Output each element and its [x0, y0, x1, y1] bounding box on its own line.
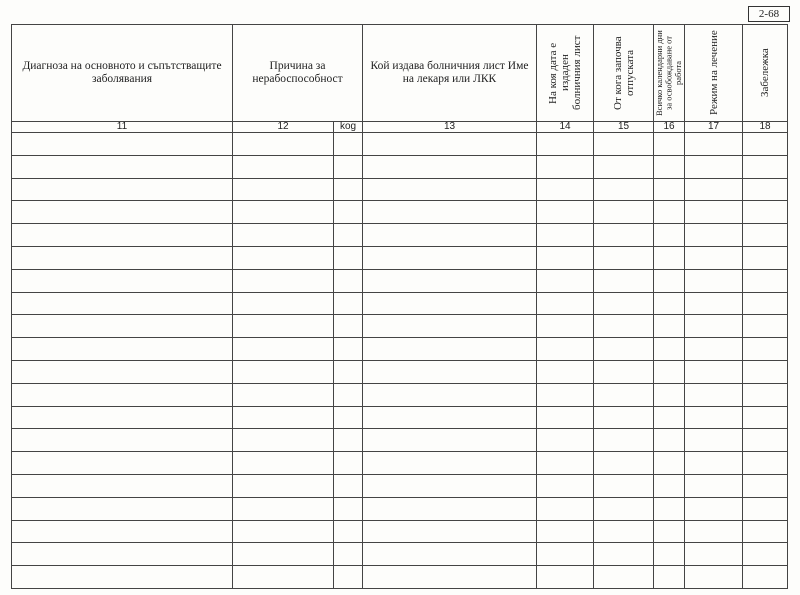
- code-cell[interactable]: [334, 566, 363, 589]
- notes-cell[interactable]: [743, 133, 788, 156]
- register-body: [12, 133, 788, 589]
- treatment-regime-cell[interactable]: [685, 566, 743, 589]
- issuer-cell[interactable]: [363, 406, 537, 429]
- code-cell[interactable]: [334, 429, 363, 452]
- calendar-days-header: Всичко календарни дни за освобождаване от работа: [653, 30, 683, 116]
- treatment-regime-cell[interactable]: [685, 224, 743, 247]
- form-code-label: 2-68: [748, 6, 790, 22]
- table-row: [12, 452, 788, 475]
- code-cell[interactable]: [334, 452, 363, 475]
- notes-cell[interactable]: [743, 292, 788, 315]
- code-cell[interactable]: [334, 315, 363, 338]
- calendar-days-cell[interactable]: [654, 520, 685, 543]
- calendar-days-cell[interactable]: [654, 474, 685, 497]
- issuer-cell[interactable]: [363, 224, 537, 247]
- reason-cell[interactable]: [233, 452, 334, 475]
- issue-date-cell[interactable]: [537, 315, 594, 338]
- diagnosis-cell[interactable]: [12, 338, 233, 361]
- calendar-days-cell[interactable]: [654, 178, 685, 201]
- diagnosis-cell[interactable]: [12, 292, 233, 315]
- table-row: [12, 474, 788, 497]
- reason-cell[interactable]: [233, 155, 334, 178]
- column-number: 17: [685, 122, 743, 133]
- issue-date-cell[interactable]: [537, 338, 594, 361]
- diagnosis-cell[interactable]: [12, 520, 233, 543]
- treatment-regime-cell[interactable]: [685, 520, 743, 543]
- reason-cell[interactable]: [233, 406, 334, 429]
- leave-start-cell[interactable]: [594, 566, 654, 589]
- reason-cell[interactable]: [233, 383, 334, 406]
- calendar-days-cell[interactable]: [654, 543, 685, 566]
- code-cell[interactable]: [334, 338, 363, 361]
- diagnosis-cell[interactable]: [12, 246, 233, 269]
- issuer-cell[interactable]: [363, 201, 537, 224]
- code-cell[interactable]: [334, 406, 363, 429]
- notes-cell[interactable]: [743, 566, 788, 589]
- notes-cell[interactable]: [743, 497, 788, 520]
- code-cell[interactable]: [334, 201, 363, 224]
- leave-start-cell[interactable]: [594, 429, 654, 452]
- diagnosis-cell[interactable]: [12, 543, 233, 566]
- treatment-regime-cell[interactable]: [685, 292, 743, 315]
- notes-cell[interactable]: [743, 338, 788, 361]
- notes-cell[interactable]: [743, 224, 788, 247]
- treatment-regime-cell[interactable]: [685, 133, 743, 156]
- issue-date-cell[interactable]: [537, 452, 594, 475]
- reason-cell[interactable]: [233, 543, 334, 566]
- treatment-regime-cell[interactable]: [685, 360, 743, 383]
- issue-date-header: На коя дата е издаден болничния лист: [547, 35, 583, 111]
- leave-start-cell[interactable]: [594, 178, 654, 201]
- table-row: [12, 338, 788, 361]
- issuer-cell[interactable]: [363, 133, 537, 156]
- diagnosis-cell[interactable]: [12, 383, 233, 406]
- issuer-cell[interactable]: [363, 315, 537, 338]
- issue-date-cell[interactable]: [537, 429, 594, 452]
- treatment-regime-cell[interactable]: [685, 178, 743, 201]
- calendar-days-cell[interactable]: [654, 406, 685, 429]
- code-cell[interactable]: [334, 292, 363, 315]
- diagnosis-cell[interactable]: [12, 178, 233, 201]
- diagnosis-cell[interactable]: [12, 429, 233, 452]
- reason-cell[interactable]: [233, 201, 334, 224]
- table-row: [12, 406, 788, 429]
- reason-cell[interactable]: [233, 360, 334, 383]
- issue-date-header-cell: [537, 25, 594, 122]
- calendar-days-cell[interactable]: [654, 269, 685, 292]
- leave-start-cell[interactable]: [594, 292, 654, 315]
- issue-date-cell[interactable]: [537, 566, 594, 589]
- leave-start-cell[interactable]: [594, 155, 654, 178]
- leave-start-cell[interactable]: [594, 315, 654, 338]
- issue-date-cell[interactable]: [537, 246, 594, 269]
- treatment-regime-cell[interactable]: [685, 315, 743, 338]
- notes-cell[interactable]: [743, 246, 788, 269]
- reason-cell[interactable]: [233, 269, 334, 292]
- table-row: [12, 178, 788, 201]
- leave-start-cell[interactable]: [594, 133, 654, 156]
- notes-cell[interactable]: [743, 201, 788, 224]
- code-cell[interactable]: [334, 497, 363, 520]
- notes-cell[interactable]: [743, 269, 788, 292]
- table-row: [12, 201, 788, 224]
- treatment-regime-cell[interactable]: [685, 269, 743, 292]
- treatment-regime-cell[interactable]: [685, 383, 743, 406]
- table-row: [12, 292, 788, 315]
- issuer-cell[interactable]: [363, 543, 537, 566]
- issue-date-cell[interactable]: [537, 292, 594, 315]
- notes-cell[interactable]: [743, 452, 788, 475]
- issuer-cell[interactable]: [363, 566, 537, 589]
- issuer-cell[interactable]: [363, 155, 537, 178]
- diagnosis-cell[interactable]: [12, 224, 233, 247]
- issuer-cell[interactable]: [363, 429, 537, 452]
- issue-date-cell[interactable]: [537, 520, 594, 543]
- table-row: [12, 566, 788, 589]
- diagnosis-cell[interactable]: [12, 315, 233, 338]
- issue-date-cell[interactable]: [537, 360, 594, 383]
- calendar-days-cell[interactable]: [654, 133, 685, 156]
- column-number: 12: [233, 122, 334, 133]
- calendar-days-cell[interactable]: [654, 201, 685, 224]
- code-cell[interactable]: [334, 246, 363, 269]
- issue-date-cell[interactable]: [537, 497, 594, 520]
- code-cell[interactable]: [334, 133, 363, 156]
- issue-date-cell[interactable]: [537, 543, 594, 566]
- table-row: [12, 246, 788, 269]
- diagnosis-cell[interactable]: [12, 566, 233, 589]
- calendar-days-cell[interactable]: [654, 497, 685, 520]
- table-row: [12, 133, 788, 156]
- leave-start-cell[interactable]: [594, 224, 654, 247]
- header-row: [12, 25, 788, 122]
- leave-start-cell[interactable]: [594, 360, 654, 383]
- treatment-regime-cell[interactable]: [685, 474, 743, 497]
- reason-cell[interactable]: [233, 474, 334, 497]
- leave-start-cell[interactable]: [594, 452, 654, 475]
- column-number: 14: [537, 122, 594, 133]
- column-number: 13: [363, 122, 537, 133]
- reason-cell[interactable]: [233, 497, 334, 520]
- diagnosis-cell[interactable]: [12, 360, 233, 383]
- table-row: [12, 520, 788, 543]
- leave-start-cell[interactable]: [594, 543, 654, 566]
- reason-cell[interactable]: [233, 292, 334, 315]
- table-row: [12, 497, 788, 520]
- issuer-cell[interactable]: [363, 338, 537, 361]
- notes-cell[interactable]: [743, 360, 788, 383]
- diagnosis-cell[interactable]: [12, 452, 233, 475]
- calendar-days-cell[interactable]: [654, 338, 685, 361]
- code-cell[interactable]: [334, 543, 363, 566]
- issue-date-cell[interactable]: [537, 269, 594, 292]
- diagnosis-cell[interactable]: [12, 201, 233, 224]
- notes-cell[interactable]: [743, 429, 788, 452]
- diagnosis-cell[interactable]: [12, 474, 233, 497]
- treatment-regime-header: Режим на лечение: [707, 30, 720, 116]
- notes-header: Забележка: [759, 48, 771, 98]
- calendar-days-cell[interactable]: [654, 360, 685, 383]
- issuer-header: Кой издава болничния лист Име на лекаря или ЛКК: [363, 25, 537, 122]
- issue-date-cell[interactable]: [537, 155, 594, 178]
- notes-cell[interactable]: [743, 383, 788, 406]
- leave-start-header-cell: [594, 25, 654, 122]
- reason-cell[interactable]: [233, 178, 334, 201]
- column-number: 16: [654, 122, 685, 133]
- reason-cell[interactable]: [233, 520, 334, 543]
- treatment-regime-cell[interactable]: [685, 452, 743, 475]
- register-table: [11, 24, 788, 589]
- diagnosis-cell[interactable]: [12, 406, 233, 429]
- diagnosis-cell[interactable]: [12, 155, 233, 178]
- notes-cell[interactable]: [743, 406, 788, 429]
- leave-start-cell[interactable]: [594, 269, 654, 292]
- reason-cell[interactable]: [233, 246, 334, 269]
- column-number: 15: [594, 122, 654, 133]
- issuer-cell[interactable]: [363, 497, 537, 520]
- calendar-days-cell[interactable]: [654, 246, 685, 269]
- reason-cell[interactable]: [233, 133, 334, 156]
- leave-start-header: От кога започва отпуската: [611, 36, 636, 110]
- treatment-regime-cell[interactable]: [685, 201, 743, 224]
- notes-header-cell: [743, 25, 788, 122]
- notes-cell[interactable]: [743, 474, 788, 497]
- treatment-regime-cell[interactable]: [685, 155, 743, 178]
- leave-start-cell[interactable]: [594, 520, 654, 543]
- calendar-days-header-cell: [654, 25, 685, 122]
- reason-cell[interactable]: [233, 429, 334, 452]
- diagnosis-cell[interactable]: [12, 497, 233, 520]
- diagnosis-cell[interactable]: [12, 269, 233, 292]
- calendar-days-cell[interactable]: [654, 383, 685, 406]
- issue-date-cell[interactable]: [537, 178, 594, 201]
- reason-header: Причина за нерабоспособност: [233, 25, 363, 122]
- leave-start-cell[interactable]: [594, 497, 654, 520]
- calendar-days-cell[interactable]: [654, 155, 685, 178]
- treatment-regime-cell[interactable]: [685, 338, 743, 361]
- diagnosis-cell[interactable]: [12, 133, 233, 156]
- issue-date-cell[interactable]: [537, 383, 594, 406]
- treatment-regime-cell[interactable]: [685, 246, 743, 269]
- issuer-cell[interactable]: [363, 520, 537, 543]
- reason-cell[interactable]: [233, 566, 334, 589]
- issuer-cell[interactable]: [363, 383, 537, 406]
- table-row: [12, 543, 788, 566]
- leave-start-cell[interactable]: [594, 201, 654, 224]
- column-number: 11: [12, 122, 233, 133]
- calendar-days-cell[interactable]: [654, 566, 685, 589]
- issue-date-cell[interactable]: [537, 474, 594, 497]
- issuer-cell[interactable]: [363, 360, 537, 383]
- column-number: 18: [743, 122, 788, 133]
- treatment-regime-cell[interactable]: [685, 406, 743, 429]
- issuer-cell[interactable]: [363, 178, 537, 201]
- notes-cell[interactable]: [743, 155, 788, 178]
- leave-start-cell[interactable]: [594, 246, 654, 269]
- reason-cell[interactable]: [233, 315, 334, 338]
- code-column-label: kog: [334, 122, 363, 133]
- issue-date-cell[interactable]: [537, 133, 594, 156]
- issuer-cell[interactable]: [363, 474, 537, 497]
- code-cell[interactable]: [334, 178, 363, 201]
- code-cell[interactable]: [334, 360, 363, 383]
- issue-date-cell[interactable]: [537, 406, 594, 429]
- notes-cell[interactable]: [743, 178, 788, 201]
- treatment-regime-cell[interactable]: [685, 543, 743, 566]
- calendar-days-cell[interactable]: [654, 224, 685, 247]
- table-row: [12, 429, 788, 452]
- code-cell[interactable]: [334, 383, 363, 406]
- calendar-days-cell[interactable]: [654, 429, 685, 452]
- treatment-regime-cell[interactable]: [685, 497, 743, 520]
- code-cell[interactable]: [334, 474, 363, 497]
- issuer-cell[interactable]: [363, 452, 537, 475]
- code-cell[interactable]: [334, 269, 363, 292]
- leave-start-cell[interactable]: [594, 383, 654, 406]
- column-number-row: [12, 122, 788, 133]
- issuer-cell[interactable]: [363, 292, 537, 315]
- treatment-regime-header-cell: [685, 25, 743, 122]
- code-cell[interactable]: [334, 224, 363, 247]
- table-row: [12, 155, 788, 178]
- reason-cell[interactable]: [233, 338, 334, 361]
- table-row: [12, 315, 788, 338]
- notes-cell[interactable]: [743, 520, 788, 543]
- issue-date-cell[interactable]: [537, 201, 594, 224]
- notes-cell[interactable]: [743, 543, 788, 566]
- calendar-days-cell[interactable]: [654, 292, 685, 315]
- table-row: [12, 360, 788, 383]
- leave-start-cell[interactable]: [594, 406, 654, 429]
- issue-date-cell[interactable]: [537, 224, 594, 247]
- code-cell[interactable]: [334, 155, 363, 178]
- table-row: [12, 269, 788, 292]
- treatment-regime-cell[interactable]: [685, 429, 743, 452]
- issuer-cell[interactable]: [363, 246, 537, 269]
- diagnosis-header: Диагноза на основното и съпътстващите заболявания: [12, 25, 233, 122]
- leave-start-cell[interactable]: [594, 338, 654, 361]
- calendar-days-cell[interactable]: [654, 315, 685, 338]
- calendar-days-cell[interactable]: [654, 452, 685, 475]
- table-row: [12, 383, 788, 406]
- issuer-cell[interactable]: [363, 269, 537, 292]
- notes-cell[interactable]: [743, 315, 788, 338]
- reason-cell[interactable]: [233, 224, 334, 247]
- leave-start-cell[interactable]: [594, 474, 654, 497]
- code-cell[interactable]: [334, 520, 363, 543]
- table-row: [12, 224, 788, 247]
